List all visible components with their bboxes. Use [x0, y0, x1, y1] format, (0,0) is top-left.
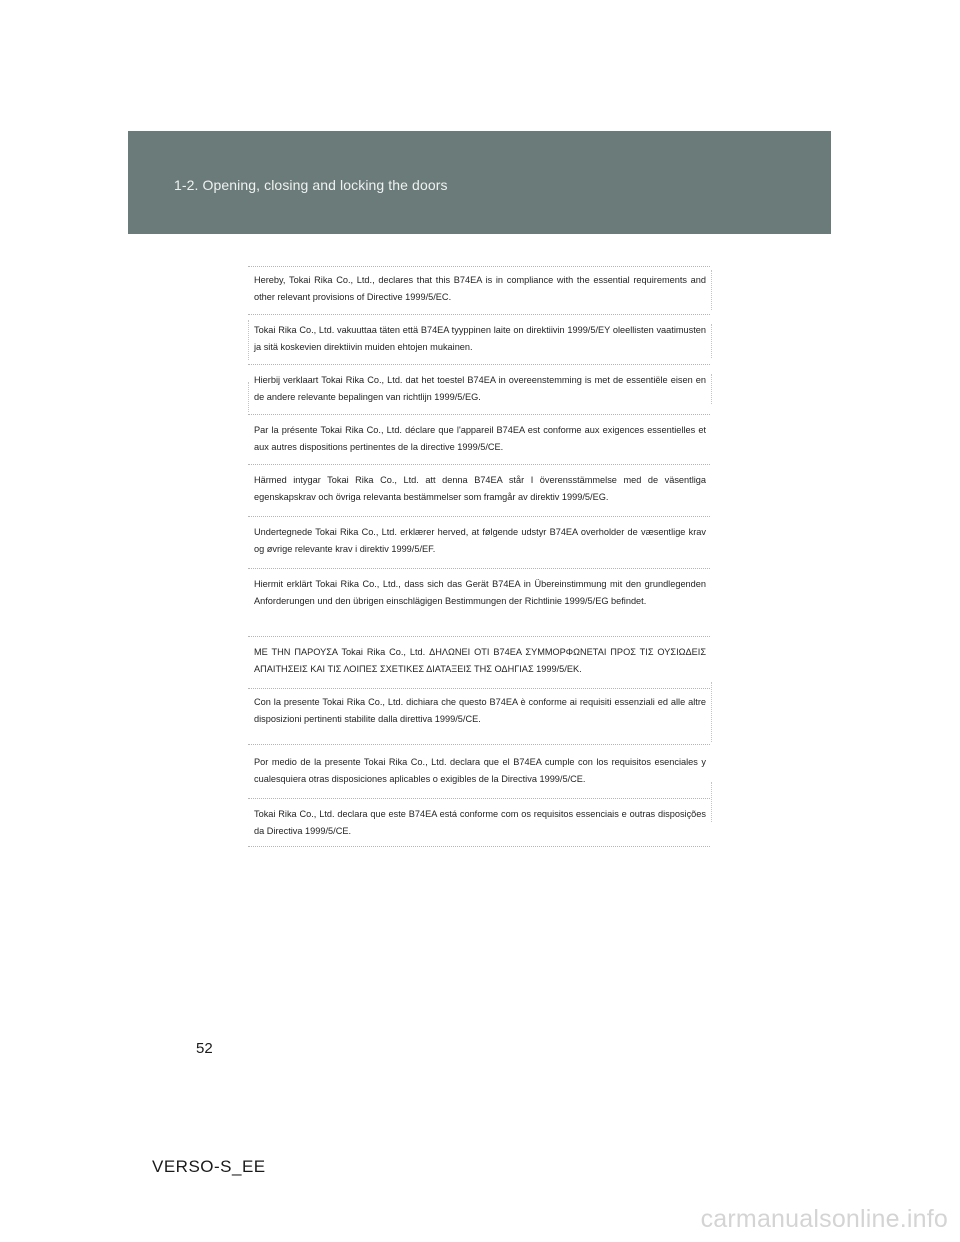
document-code: VERSO-S_EE: [152, 1157, 266, 1176]
scan-separator: [248, 266, 710, 267]
scan-edge-left: [248, 382, 249, 412]
scan-separator: [248, 364, 710, 365]
scan-separator: [248, 744, 710, 745]
scanned-declaration-panel: [246, 262, 714, 850]
scan-separator: [248, 846, 710, 847]
scan-edge-right: [711, 782, 712, 822]
scan-edge-left: [248, 320, 249, 360]
scan-edge-right: [711, 324, 712, 358]
section-header-band: [128, 131, 831, 234]
watermark: carmanualsonline.info: [700, 1205, 948, 1233]
declaration-portuguese: Tokai Rika Co., Ltd. declara que este B74EA está conforme com os requisitos essenciais e outras disposições da Directiva 1999/5/CE.: [254, 809, 706, 836]
declaration-german: Hiermit erklärt Tokai Rika Co., Ltd., dass sich das Gerät B74EA in Übereinstimmung mit den grundlegenden Anforderungen und den übrigen einschlägigen Bestimmungen der Richtlinie 1999/5/EG befindet.: [254, 579, 706, 606]
declaration-french: Par la présente Tokai Rika Co., Ltd. déclare que l'appareil B74EA est conforme aux exigences essentielles et aux autres dispositions pertinentes de la directive 1999/5/CE.: [254, 425, 706, 452]
declaration-greek: ΜΕ ΤΗΝ ΠΑΡΟΥΣΑ Tokai Rika Co., Ltd. ΔΗΛΩΝΕΙ ΟΤΙ B74EA ΣΥΜΜΟΡΦΩΝΕΤΑΙ ΠΡΟΣ ΤΙΣ ΟΥΣΙΩΔΕΙΣ ΑΠΑΙΤΗΣΕΙΣ ΚΑΙ ΤΙΣ ΛΟΙΠΕΣ ΣΧΕΤΙΚΕΣ ΔΙΑΤΑΞΕΙΣ ΤΗΣ ΟΔΗΓΙΑΣ 1999/5/ΕΚ.: [254, 647, 706, 674]
declaration-dutch: Hierbij verklaart Tokai Rika Co., Ltd. dat het toestel B74EA in overeenstemming is met de essentiële eisen en de andere relevante bepalingen van richtlijn 1999/5/EG.: [254, 375, 706, 402]
scan-edge-right: [711, 374, 712, 404]
scan-separator: [248, 568, 710, 569]
declaration-finnish: Tokai Rika Co., Ltd. vakuuttaa täten että B74EA tyyppinen laite on direktiivin 1999/5/EY oleellisten vaatimusten ja sitä koskevien direktiivin muiden ehtojen mukainen.: [254, 325, 706, 352]
scan-edge-right: [711, 682, 712, 742]
scan-separator: [248, 414, 710, 415]
scan-separator: [248, 798, 710, 799]
scan-separator: [248, 314, 710, 315]
declaration-danish: Undertegnede Tokai Rika Co., Ltd. erklærer herved, at følgende udstyr B74EA overholder de væsentlige krav og øvrige relevante krav i direktiv 1999/5/EF.: [254, 527, 706, 554]
scan-separator: [248, 464, 710, 465]
declaration-italian: Con la presente Tokai Rika Co., Ltd. dichiara che questo B74EA è conforme ai requisiti essenziali ed alle altre disposizioni pertinenti stabilite dalla direttiva 1999/5/CE.: [254, 697, 706, 724]
scan-separator: [248, 516, 710, 517]
scan-edge-right: [711, 270, 712, 310]
section-title: 1-2. Opening, closing and locking the doors: [174, 177, 448, 193]
declaration-spanish: Por medio de la presente Tokai Rika Co., Ltd. declara que el B74EA cumple con los requisitos esenciales y cualesquiera otras disposiciones aplicables o exigibles de la Directiva 1999/5/CE.: [254, 757, 706, 784]
scan-separator: [248, 688, 710, 689]
declaration-swedish: Härmed intygar Tokai Rika Co., Ltd. att denna B74EA står I överensstämmelse med de väsentliga egenskapskrav och övriga relevanta bestämmelser som framgår av direktiv 1999/5/EG.: [254, 475, 706, 502]
declaration-english: Hereby, Tokai Rika Co., Ltd., declares that this B74EA is in compliance with the essential requirements and other relevant provisions of Directive 1999/5/EC.: [254, 275, 706, 302]
scan-separator: [248, 636, 710, 637]
page-number: 52: [196, 1040, 213, 1057]
